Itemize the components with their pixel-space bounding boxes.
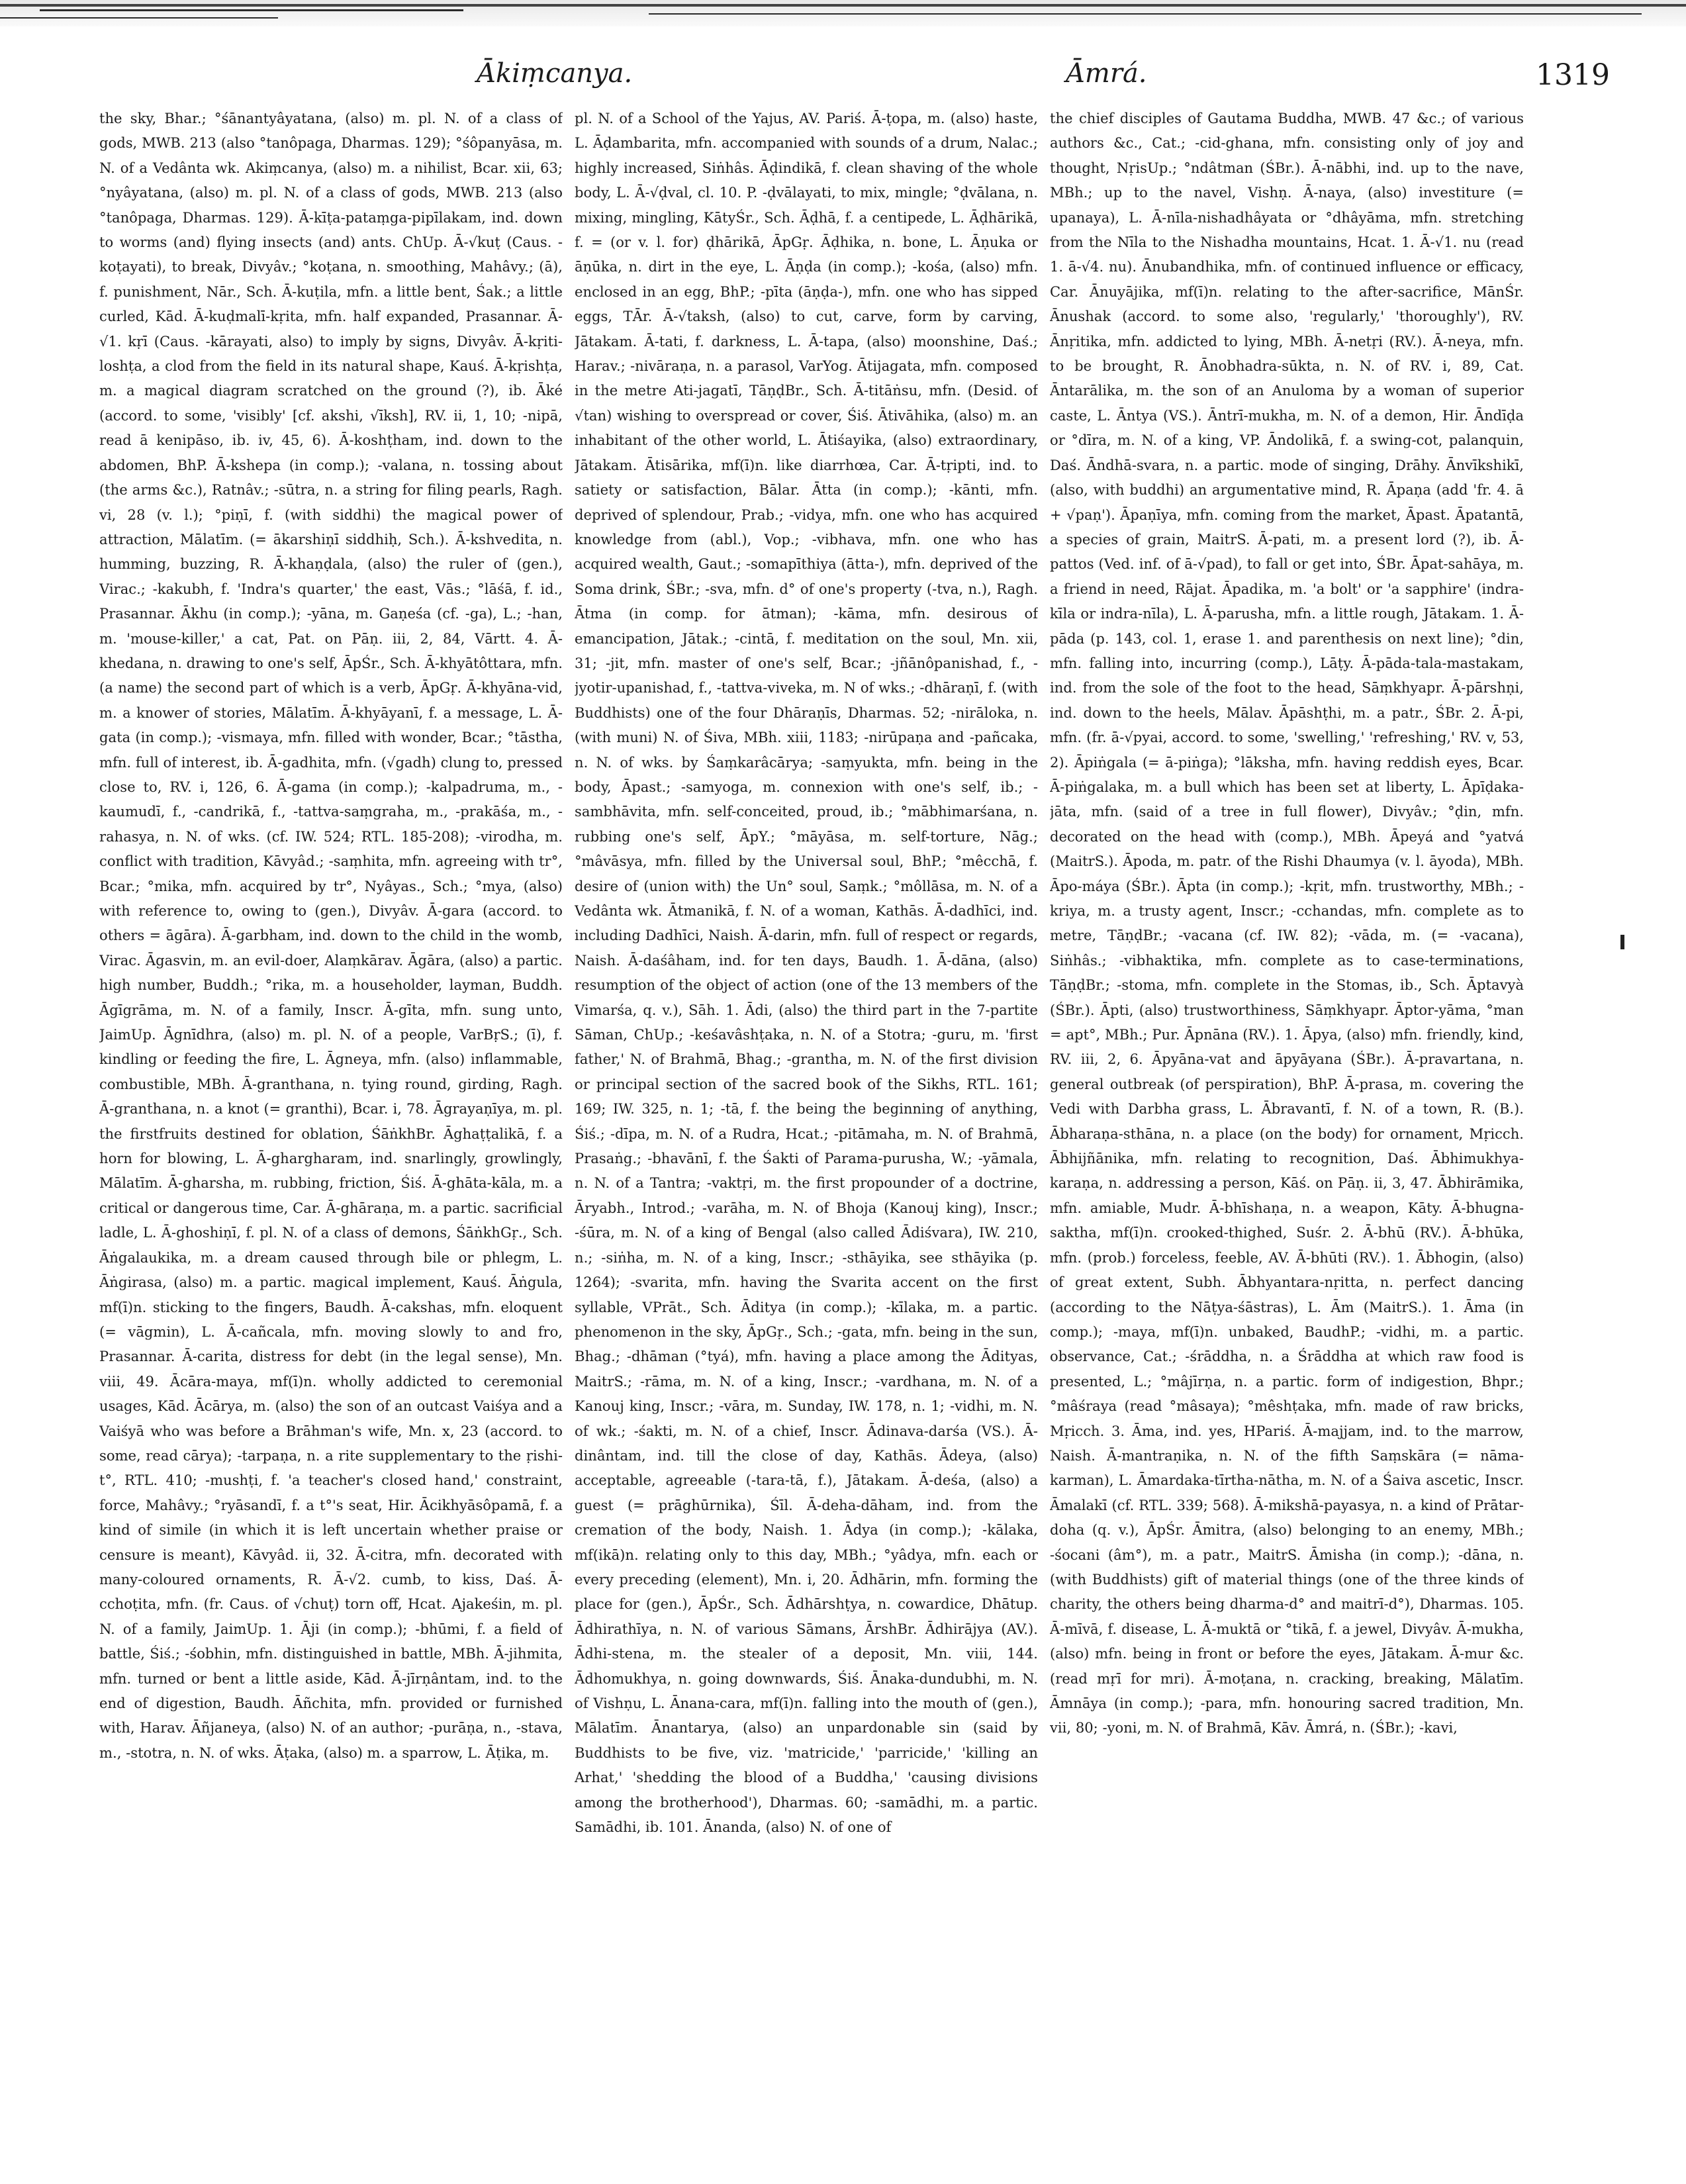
running-head-first-word: Ākiṃcanya. <box>477 58 633 89</box>
dictionary-column-3 <box>1050 106 1524 2125</box>
page-number: 1319 <box>1536 58 1610 92</box>
running-head-last-word: Āmrá. <box>1066 58 1147 89</box>
scan-edge-line <box>40 9 463 11</box>
dictionary-column-1 <box>99 106 563 2125</box>
margin-mark <box>1620 935 1624 949</box>
scan-edge-line <box>649 13 1642 15</box>
column-text: the chief disciples of Gautama Buddha, MWB. 47 &c.; of various authors &c., Cat.; -cid-ghana, mfn. consisting only of joy and thought, NṛisUp.; °ndâtman (ŚBr.). Ā-nābhi, ind. up to the nave, MBh.; up to the navel, Vishṇ. Ā-naya, (also) investiture (= upanaya), L. Ā-nīla-nishadhâyata or °dhâyāma, mfn. stretching from the Nīla to the Nishadha mountains, Hcat. 1. Ā-√1. nu (read 1. ā-√4. nu). Ānubandhika, mfn. of continued influence or efficacy, Car. Ānuyājika, mf(ī)n. relating to the after-sacrifice, MānŚr. Ānushak (accord. to some also, 'regularly,' 'thoroughly'), RV. Ānṛitika, mfn. addicted to lying, MBh. Ā-netṛi (RV.). Ā-neya, mfn. to be brought, R. Ānobhadra-sūkta, n. N. of RV. i, 89, Cat. Āntarālika, m. the son of an Anuloma by a woman of superior caste, L. Āntya (VS.). Āntrī-mukha, m. N. of a demon, Hir. Āndīḍa or °dīra, m. N. of a king, VP. Āndolikā, f. a swing-cot, palanquin, Daś. Āndhā-svara, n. a partic. mode of singing, Drāhy. Ānvīkshikī, (also, with buddhi) an argumentative mind, R. Āpaṇa (add 'fr. 4. ā + √paṇ'). Āpaṇīya, mfn. coming from the market, Āpast. Āpatantā, a species of grain, MaitrS. Ā-pati, m. a present lord (?), ib. Ā-pattos (Ved. inf. of ā-√pad), to fall or get into, ŚBr. Āpat-sahāya, m. a friend in need, Rājat. Āpadika, m. 'a bolt' or 'a sapphire' (indra-kīla or indra-nīla), L. Ā-parusha, mfn. a little rough, Jātakam. 1. Ā-pāda (p. 143, col. 1, erase 1. and parenthesis on next line); °din, mfn. falling into, incurring (comp.), Lāṭy. Ā-pāda-tala-mastakam, ind. from the sole of the foot to the head, Sāṃkhyapr. Ā-pārshṇi, ind. down to the heels, Mālav. Āpāshṭhi, m. a patr., ŚBr. 2. Ā-pi, mfn. (fr. ā-√pyai, accord. to some, 'swelling,' 'refreshing,' RV. v, 53, 2). Āpiṅgala (= ā-piṅga); °lāksha, mfn. having reddish eyes, Bcar. Ā-piṅgalaka, m. a bull which has been set at liberty, L. Āpīḍaka-jāta, mfn. (said of a tree in full flower), Divyâv.; °ḍin, mfn. decorated on the head with (comp.), MBh. Āpeyá and °yatvá (MaitrS.). Āpoda, m. patr. of the Rishi Dhaumya (v. l. āyoda), MBh. Āpo-máya (ŚBr.). Āpta (in comp.); -kṛit, mfn. trustworthy, MBh.; -kriya, m. a trusty agent, Inscr.; -cchandas, mfn. complete as to metre, TāṇḍBr.; -vacana (cf. IW. 82); -vāda, m. (= -vacana), Siṅhâs.; -vibhaktika, mfn. complete as to case-terminations, TāṇḍBr.; -stoma, mfn. complete in the Stomas, ib., Sch. Āptavyà (ŚBr.). Āpti, (also) trustworthiness, Sāṃkhyapr. Āptor-yāma, °man = apt°, MBh.; Pur. Āpnāna (RV.). 1. Āpya, (also) mfn. friendly, kind, RV. iii, 2, 6. Āpyāna-vat and āpyāyana (ŚBr.). Ā-pravartana, n. general outbreak (of perspiration), BhP. Ā-prasa, m. covering the Vedi with Darbha grass, L. Ābravantī, f. N. of a town, R. (B.). Ābharaṇa-sthāna, n. a place (on the body) for ornament, Mṛicch. Ābhijñānika, mfn. relating to recognition, Daś. Ābhimukhya-karaṇa, n. addressing a person, Kāś. on Pāṇ. ii, 3, 47. Ābhirāmika, mfn. amiable, Mudr. Ā-bhīshaṇa, n. a weapon, Kāty. Ā-bhugna-saktha, mf(ī)n. crooked-thighed, Suśr. 2. Ā-bhū (RV.). Ā-bhūka, mfn. (prob.) forceless, feeble, AV. Ā-bhūti (RV.). 1. Ābhogin, (also) of great extent, Subh. Ābhyantara-nṛitta, n. perfect dancing (according to the Nāṭya-śāstras), L. Ām (MaitrS.). 1. Āma (in comp.); -maya, mf(ī)n. unbaked, BaudhP.; -vidhi, m. a partic. observance, Cat.; -śrāddha, n. a Śrāddha at which raw food is presented, L.; °mâjīrṇa, n. a partic. form of indigestion, Bhpr.; °mâśraya (read °mâsaya); °mêshṭaka, mfn. made of raw bricks, Mṛicch. 3. Āma, ind. yes, HPariś. Ā-majjam, ind. to the marrow, Naish. Ā-mantraṇika, n. N. of the fifth Saṃskāra (= nāma-karman), L. Āmardaka-tīrtha-nātha, m. N. of a Śaiva ascetic, Inscr. Āmalakī (cf. RTL. 339; 568). Ā-mikshā-payasya, n. a kind of Prātar-doha (q. v.), ĀpŚr. Āmitra, (also) belonging to an enemy, MBh.; -śocani (âm°), m. a patr., MaitrS. Āmisha (in comp.); -dāna, n. (with Buddhists) gift of material things (one of the three kinds of charity, the others being dharma-d° and maitrī-d°), Dharmas. 105. Ā-mīvā, f. disease, L. Ā-muktā or °tikā, f. a jewel, Divyâv. Ā-mukha, (also) mfn. being in front or before the eyes, Jātakam. Ā-mur &c. (read mṛī for mri). Ā-moṭana, n. cracking, breaking, Mālatīm. Āmnāya (in comp.); -para, mfn. honouring sacred tradition, Mn. vii, 80; -yoni, m. N. of Brahmā, Kāv. Āmrá, n. (ŚBr.); -kavi, <box>1050 110 1524 1736</box>
column-text: pl. N. of a School of the Yajus, AV. Pariś. Ā-ṭopa, m. (also) haste, L. Āḍambarita, mfn. accompanied with sounds of a drum, Nalac.; highly increased, Siṅhâs. Āḍindikā, f. clean shaving of the whole body, L. Ā-√ḍval, cl. 10. P. -ḍvālayati, to mix, mingle; °ḍvālana, n. mixing, mingling, KātyŚr., Sch. Āḍhā, f. a centipede, L. Āḍhārikā, f. = (or v. l. for) ḍhārikā, ĀpGṛ. Āḍhika, n. bone, L. Āṇuka or āṇūka, n. dirt in the eye, L. Āṇḍa (in comp.); -kośa, (also) mfn. enclosed in an egg, BhP.; -pīta (āṇḍa-), mfn. one who has sipped eggs, TĀr. Ā-√taksh, (also) to cut, carve, form by carving, Jātakam. Ā-tati, f. darkness, L. Ā-tapa, (also) moonshine, Daś.; Harav.; -nivāraṇa, n. a parasol, VarYog. Ātijagata, mfn. composed in the metre Ati-jagatī, TāṇḍBr., Sch. Ā-titāṅsu, mfn. (Desid. of √tan) wishing to overspread or cover, Śiś. Ātivāhika, (also) m. an inhabitant of the other world, L. Ātiśayika, (also) extraordinary, Jātakam. Ātisārika, mf(ī)n. like diarrhœa, Car. Ā-tṛipti, ind. to satiety or satisfaction, Bālar. Ātta (in comp.); -kānti, mfn. deprived of splendour, Prab.; -vidya, mfn. one who has acquired knowledge from (abl.), Vop.; -vibhava, mfn. one who has acquired wealth, Gaut.; -somapīthiya (ātta-), mfn. deprived of the Soma drink, ŚBr.; -sva, mfn. d° of one's property (-tva, n.), Ragh. Ātma (in comp. for ātman); -kāma, mfn. desirous of emancipation, Jātak.; -cintā, f. meditation on the soul, Mn. xii, 31; -jit, mfn. master of one's self, Bcar.; -jñānôpanishad, f., -jyotir-upanishad, f., -tattva-viveka, m. N of wks.; -dhāraṇī, f. (with Buddhists) one of the four Dhāraṇīs, Dharmas. 52; -nirāloka, n. (with muni) N. of Śiva, MBh. xiii, 1183; -nirūpaṇa and -pañcaka, n. N. of wks. by Śaṃkarâcārya; -saṃyukta, mfn. being in the body, Āpast.; -samyoga, m. connexion with one's self, ib.; -sambhāvita, mfn. self-conceited, proud, ib.; °mābhimarśana, n. rubbing one's self, ĀpY.; °māyāsa, m. self-torture, Nāg.; °mâvāsya, mfn. filled by the Universal soul, BhP.; °mêcchā, f. desire of (union with) the Un° soul, Saṃk.; °môllāsa, m. N. of a Vedânta wk. Ātmanikā, f. N. of a woman, Kathās. Ā-dadhīci, ind. including Dadhīci, Naish. Ā-darin, mfn. full of respect or regards, Naish. Ā-daśâham, ind. for ten days, Baudh. 1. Ā-dāna, (also) resumption of the object of action (one of the 13 members of the Vimarśa, q. v.), Sāh. 1. Ādi, (also) the third part in the 7-partite Sāman, ChUp.; -keśavâshṭaka, n. N. of a Stotra; -guru, m. 'first father,' N. of Brahmā, Bhag.; -grantha, m. N. of the first division or principal section of the sacred book of the Sikhs, RTL. 161; 169; IW. 325, n. 1; -tā, f. the being the beginning of anything, Śiś.; -dīpa, m. N. of a Rudra, Hcat.; -pitāmaha, m. N. of Brahmā, Prasaṅg.; -bhavānī, f. the Śakti of Parama-purusha, W.; -yāmala, n. N. of a Tantra; -vaktṛi, m. the first propounder of a doctrine, Āryabh., Introd.; -varāha, m. N. of Bhoja (Kanouj king), Inscr.; -śūra, m. N. of a king of Bengal (also called Ādiśvara), IW. 210, n.; -siṅha, m. N. of a king, Inscr.; -sthāyika, see sthāyika (p. 1264); -svarita, mfn. having the Svarita accent on the first syllable, VPrāt., Sch. Āditya (in comp.); -kīlaka, m. a partic. phenomenon in the sky, ĀpGṛ., Sch.; -gata, mfn. being in the sun, Bhag.; -dhāman (°tyá), mfn. having a place among the Ādityas, MaitrS.; -rāma, m. N. of a king, Inscr.; -vardhana, m. N. of a Kanouj king, Inscr.; -vāra, m. Sunday, IW. 178, n. 1; -vidhi, m. N. of wk.; -śakti, m. N. of a chief, Inscr. Ādinava-darśa (VS.). Ā-dinântam, ind. till the close of day, Kathās. Ādeya, (also) acceptable, agreeable (-tara-tā, f.), Jātakam. Ā-deśa, (also) a guest (= prāghūrnika), Śīl. Ā-deha-dāham, ind. from the cremation of the body, Naish. 1. Ādya (in comp.); -kālaka, mf(ikā)n. relating only to this day, MBh.; °yâdya, mfn. each or every preceding (element), Mn. i, 20. Ādhārin, mfn. forming the place for (gen.), ĀpŚr., Sch. Ādhārshṭya, n. cowardice, Dhātup. Ādhirathīya, n. N. of various Sāmans, ĀrshBr. Ādhirājya (AV.). Ādhi-stena, m. the stealer of a deposit, Mn. viii, 144. Ādhomukhya, n. going downwards, Śiś. Ānaka-dundubhi, m. N. of Vishṇu, L. Ānana-cara, mf(ī)n. falling into the mouth of (gen.), Mālatīm. Ānantarya, (also) an unpardonable sin (said by Buddhists to be five, viz. 'matricide,' 'parricide,' 'killing an Arhat,' 'shedding the blood of a Buddha,' 'causing divisions among the brotherhood'), Dharmas. 60; -samādhi, m. a partic. Samādhi, ib. 101. Ānanda, (also) N. of one of <box>575 110 1038 1836</box>
column-text: the sky, Bhar.; °śānantyâyatana, (also) m. pl. N. of a class of gods, MWB. 213 (also °tanôpaga, Dharmas. 129); °śôpanyāsa, m. N. of a Vedânta wk. Akiṃcanya, (also) m. a nihilist, Bcar. xii, 63; °nyâyatana, (also) m. pl. N. of a class of gods, MWB. 213 (also °tanôpaga, Dharmas. 129). Ā-kīṭa-pataṃga-pipīlakam, ind. down to worms (and) flying insects (and) ants. ChUp. Ā-√kuṭ (Caus. -koṭayati), to break, Divyâv.; °koṭana, n. smoothing, Mahâvy.; (ā), f. punishment, Nār., Sch. Ā-kuṭila, mfn. a little bent, Śak.; a little curled, Kād. Ā-kuḍmalī-kṛita, mfn. half expanded, Prasannar. Ā-√1. kṛī (Caus. -kārayati, also) to imply by signs, Divyâv. Ā-kṛiti-loshṭa, a clod from the field in its natural shape, Kauś. Ā-kṛishṭa, m. a magical diagram scratched on the ground (?), ib. Āké (accord. to some, 'visibly' [cf. akshi, √īksh], RV. ii, 1, 10; -nipā, read ā kenipāso, ib. iv, 45, 6). Ā-koshṭham, ind. down to the abdomen, BhP. Ā-kshepa (in comp.); -valana, n. tossing about (the arms &c.), Ratnâv.; -sūtra, n. a string for filing pearls, Ragh. vi, 28 (v. l.); °piṇī, f. (with siddhi) the magical power of attraction, Mālatīm. (= ākarshiṇī siddhiḥ, Sch.). Ā-kshvedita, n. humming, buzzing, R. Ā-khaṇḍala, (also) the ruler of (gen.), Virac.; -kakubh, f. 'Indra's quarter,' the east, Vās.; °lāśā, f. id., Prasannar. Ākhu (in comp.); -yāna, m. Gaṇeśa (cf. -ga), L.; -han, m. 'mouse-killer,' a cat, Pat. on Pāṇ. iii, 2, 84, Vārtt. 4. Ā-khedana, n. drawing to one's self, ĀpŚr., Sch. Ā-khyātôttara, mfn. (a name) the second part of which is a verb, ĀpGṛ. Ā-khyāna-vid, m. a knower of stories, Mālatīm. Ā-khyāyanī, f. a message, L. Ā-gata (in comp.); -vismaya, mfn. filled with wonder, Bcar.; °tāstha, mfn. full of interest, ib. Ā-gadhita, mfn. (√gadh) clung to, pressed close to, RV. i, 126, 6. Ā-gama (in comp.); -kalpadruma, m., -kaumudī, f., -candrikā, f., -tattva-saṃgraha, m., -prakāśa, m., -rahasya, n. N. of wks. (cf. IW. 524; RTL. 185-208); -virodha, m. conflict with tradition, Kāvyâd.; -saṃhita, mfn. agreeing with tr°, Bcar.; °mika, mfn. acquired by tr°, Nyâyas., Sch.; °mya, (also) with reference to, owing to (gen.), Divyâv. Ā-gara (accord. to others = āgāra). Ā-garbham, ind. down to the child in the womb, Virac. Āgasvin, m. an evil-doer, Alaṃkārav. Āgāra, (also) a partic. high number, Buddh.; °rika, m. a householder, layman, Buddh. Āgīgrāma, m. N. of a family, Inscr. Ā-gīta, mfn. sung unto, JaimUp. Āgnīdhra, (also) m. pl. N. of a people, VarBṛS.; (ī), f. kindling or feeding the fire, L. Āgneya, mfn. (also) inflammable, combustible, MBh. Ā-granthana, n. tying round, girding, Ragh. Ā-granthana, n. a knot (= granthi), Bcar. i, 78. Āgrayaṇīya, m. pl. the firstfruits destined for oblation, ŚāṅkhBr. Āghaṭṭalikā, f. a horn for blowing, L. Ā-ghargharam, ind. snarlingly, growlingly, Mālatīm. Ā-gharsha, m. rubbing, friction, Śiś. Ā-ghāta-kāla, m. a critical or dangerous time, Car. Ā-ghāraṇa, m. a partic. sacrificial ladle, L. Ā-ghoshiṇī, f. pl. N. of a class of demons, ŚāṅkhGṛ., Sch. Āṅgalaukika, m. a dream caused through bile or phlegm, L. Āṅgirasa, (also) m. a partic. magical implement, Kauś. Āṅgula, mf(ī)n. sticking to the fingers, Baudh. Ā-cakshas, mfn. eloquent (= vāgmin), L. Ā-cañcala, mfn. moving slowly to and fro, Prasannar. Ā-carita, distress for debt (in the legal sense), Mn. viii, 49. Ācāra-maya, mf(ī)n. wholly addicted to ceremonial usages, Kād. Ācārya, m. (also) the son of an outcast Vaiśya and a Vaiśyā who was before a Brāhman's wife, Mn. x, 23 (accord. to some, read cārya); -tarpaṇa, n. a rite supplementary to the ṛishi-t°, RTL. 410; -mushṭi, f. 'a teacher's closed hand,' constraint, force, Mahâvy.; °ryāsandī, f. a t°'s seat, Hir. Ācikhyāsôpamā, f. a kind of simile (in which it is left uncertain whether praise or censure is meant), Kāvyâd. ii, 32. Ā-citra, mfn. decorated with many-coloured ornaments, R. Ā-√2. cumb, to kiss, Daś. Ā-cchoṭita, mfn. (fr. Caus. of √chuṭ) torn off, Hcat. Ajakeśin, m. pl. N. of a family, JaimUp. 1. Āji (in comp.); -bhūmi, f. a field of battle, Śiś.; -śobhin, mfn. distinguished in battle, MBh. Ā-jihmita, mfn. turned or bent a little aside, Kād. Ā-jīrṇântam, ind. to the end of digestion, Baudh. Āñchita, mfn. provided or furnished with, Harav. Āñjaneya, (also) N. of an author; -purāṇa, n., -stava, m., -stotra, n. N. of wks. Āṭaka, (also) m. a sparrow, L. Āṭika, m. <box>99 110 563 1761</box>
scan-edge-line <box>0 4 1686 7</box>
scan-edge-line <box>0 17 278 19</box>
dictionary-column-2 <box>575 106 1038 2125</box>
